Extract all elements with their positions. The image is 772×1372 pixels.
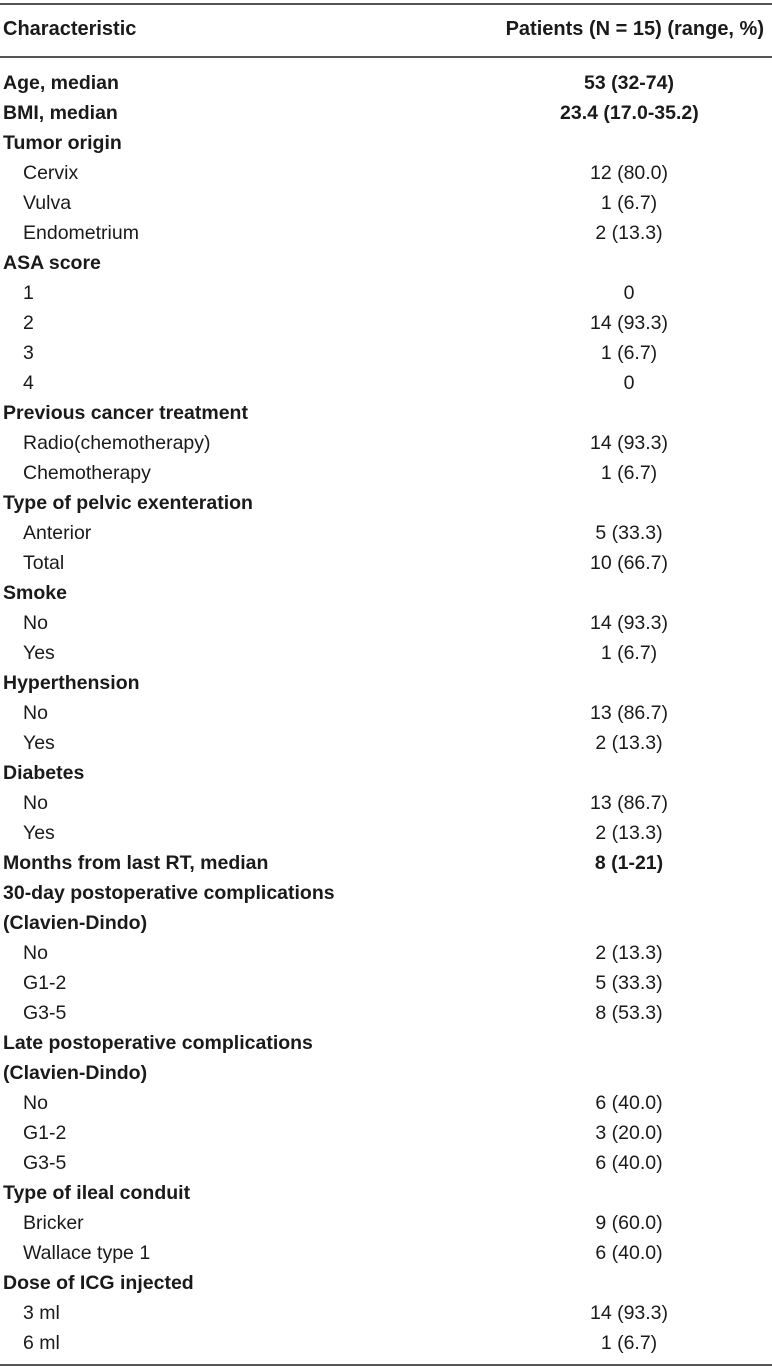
- table-row: [0, 698, 772, 728]
- table-row: [0, 308, 772, 338]
- row-value: 6 (40.0): [595, 1092, 663, 1114]
- table-section-row: [0, 128, 772, 158]
- row-label: 6 ml: [23, 1332, 60, 1354]
- table-row: [0, 458, 772, 488]
- row-value: 5 (33.3): [595, 972, 663, 994]
- table-section-row: [0, 98, 772, 128]
- row-label: Chemotherapy: [23, 462, 151, 484]
- row-label: Yes: [23, 642, 55, 664]
- row-label: Age, median: [3, 72, 119, 94]
- header-patients: Patients (N = 15) (range, %): [505, 18, 764, 40]
- row-value: 2 (13.3): [595, 732, 663, 754]
- row-value: 2 (13.3): [595, 942, 663, 964]
- table-section-row: [0, 1058, 772, 1088]
- row-label: Bricker: [23, 1212, 84, 1234]
- row-label: Anterior: [23, 522, 92, 544]
- row-value: 1 (6.7): [600, 642, 658, 664]
- row-label: Type of pelvic exenteration: [3, 492, 253, 514]
- table-row: [0, 338, 772, 368]
- table-row: [0, 1298, 772, 1328]
- row-label: (Clavien-Dindo): [3, 1062, 148, 1084]
- table-row: [0, 548, 772, 578]
- row-value: 2 (13.3): [595, 222, 663, 244]
- table-section-row: [0, 68, 772, 98]
- table-row: [0, 1328, 772, 1358]
- row-label: 4: [23, 372, 34, 394]
- row-label: Cervix: [23, 162, 79, 184]
- row-label: Diabetes: [3, 762, 85, 784]
- table-row: [0, 998, 772, 1028]
- row-value: 14 (93.3): [589, 1302, 669, 1324]
- table-row: [0, 158, 772, 188]
- row-label: Months from last RT, median: [3, 852, 269, 874]
- row-label: Total: [23, 552, 65, 574]
- row-label: 2: [23, 312, 34, 334]
- row-value: 23.4 (17.0-35.2): [560, 102, 699, 124]
- row-label: No: [23, 612, 48, 634]
- row-value: 1 (6.7): [600, 192, 658, 214]
- row-label: 1: [23, 282, 34, 304]
- row-label: Dose of ICG injected: [3, 1272, 194, 1294]
- table-row: [0, 818, 772, 848]
- row-value: 14 (93.3): [589, 312, 669, 334]
- table-section-row: [0, 1028, 772, 1058]
- row-label: Wallace type 1: [23, 1242, 151, 1264]
- table-section-row: [0, 398, 772, 428]
- row-value: 5 (33.3): [595, 522, 663, 544]
- row-value: 6 (40.0): [595, 1152, 663, 1174]
- row-label: G1-2: [23, 972, 67, 994]
- row-value: 9 (60.0): [595, 1212, 663, 1234]
- row-value: 53 (32-74): [584, 72, 674, 94]
- row-label: G1-2: [23, 1122, 67, 1144]
- row-value: 1 (6.7): [600, 462, 658, 484]
- header-characteristic: Characteristic: [3, 18, 137, 40]
- row-label: Radio(chemotherapy): [23, 432, 211, 454]
- row-label: No: [23, 702, 48, 724]
- row-value: 10 (66.7): [589, 552, 669, 574]
- row-label: 30-day postoperative complications: [3, 882, 335, 904]
- table-row: [0, 518, 772, 548]
- table-section-row: [0, 758, 772, 788]
- table-section-row: [0, 248, 772, 278]
- table-row: [0, 968, 772, 998]
- table-row: [0, 368, 772, 398]
- row-label: Tumor origin: [3, 132, 122, 154]
- table-row: [0, 1118, 772, 1148]
- header-rule: [0, 56, 772, 58]
- row-label: G3-5: [23, 1002, 67, 1024]
- table-row: [0, 188, 772, 218]
- row-label: Yes: [23, 732, 55, 754]
- table-section-row: [0, 578, 772, 608]
- row-value: 0: [623, 282, 635, 304]
- row-value: 14 (93.3): [589, 432, 669, 454]
- row-value: 6 (40.0): [595, 1242, 663, 1264]
- row-label: ASA score: [3, 252, 101, 274]
- table-row: [0, 788, 772, 818]
- row-label: Late postoperative complications: [3, 1032, 313, 1054]
- table-row: [0, 428, 772, 458]
- table-section-row: [0, 668, 772, 698]
- row-label: 3: [23, 342, 34, 364]
- row-label: Vulva: [23, 192, 72, 214]
- table-row: [0, 1238, 772, 1268]
- row-label: 3 ml: [23, 1302, 60, 1324]
- row-value: 13 (86.7): [589, 702, 669, 724]
- row-label: BMI, median: [3, 102, 118, 124]
- row-value: 8 (53.3): [595, 1002, 663, 1024]
- table-row: [0, 1148, 772, 1178]
- table-body: [0, 68, 772, 1358]
- row-label: (Clavien-Dindo): [3, 912, 148, 934]
- row-label: Smoke: [3, 582, 67, 604]
- table-section-row: [0, 908, 772, 938]
- row-value: 14 (93.3): [589, 612, 669, 634]
- row-label: Endometrium: [23, 222, 139, 244]
- row-label: G3-5: [23, 1152, 67, 1174]
- row-value: 13 (86.7): [589, 792, 669, 814]
- row-value: 12 (80.0): [589, 162, 669, 184]
- table-section-row: [0, 488, 772, 518]
- table-section-row: [0, 1178, 772, 1208]
- row-label: No: [23, 792, 48, 814]
- bottom-rule: [0, 1364, 772, 1366]
- row-value: 1 (6.7): [600, 342, 658, 364]
- row-value: 3 (20.0): [595, 1122, 663, 1144]
- table-row: [0, 1208, 772, 1238]
- table-section-row: [0, 1268, 772, 1298]
- row-value: 2 (13.3): [595, 822, 663, 844]
- table-row: [0, 218, 772, 248]
- row-label: Type of ileal conduit: [3, 1182, 191, 1204]
- table-row: [0, 728, 772, 758]
- row-label: No: [23, 942, 48, 964]
- table-row: [0, 608, 772, 638]
- table-row: [0, 638, 772, 668]
- row-value: 0: [623, 372, 635, 394]
- table-section-row: [0, 848, 772, 878]
- table-header: [0, 4, 772, 56]
- row-label: Yes: [23, 822, 55, 844]
- row-label: Previous cancer treatment: [3, 402, 248, 424]
- table-row: [0, 1088, 772, 1118]
- row-value: 1 (6.7): [600, 1332, 658, 1354]
- table-section-row: [0, 878, 772, 908]
- table-row: [0, 938, 772, 968]
- table-row: [0, 278, 772, 308]
- row-value: 8 (1-21): [594, 852, 664, 874]
- row-label: Hyperthension: [3, 672, 140, 694]
- row-label: No: [23, 1092, 48, 1114]
